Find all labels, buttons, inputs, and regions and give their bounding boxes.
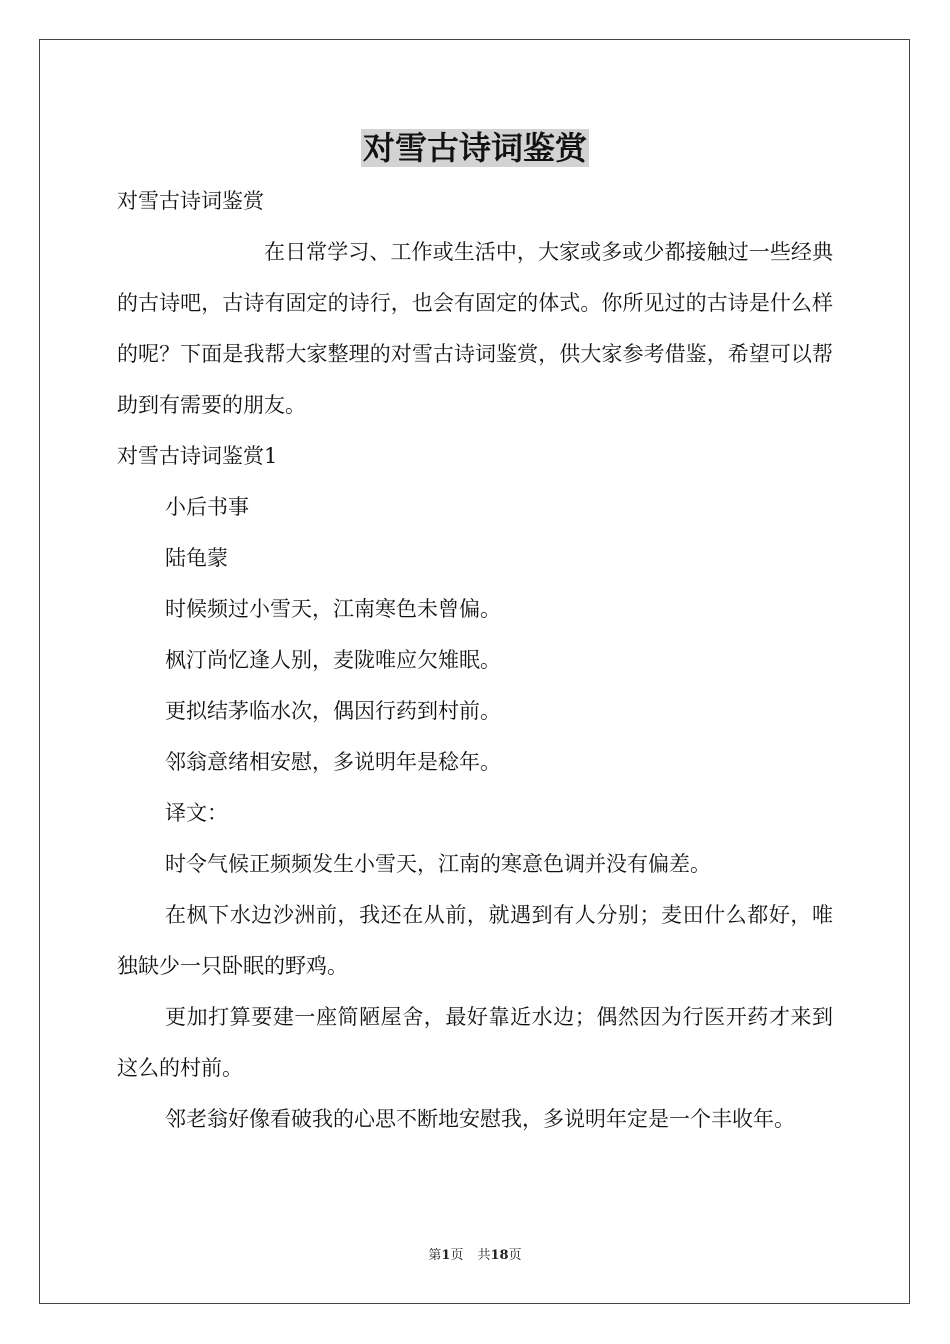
poem-line: 枫汀尚忆逢人别，麦陇唯应欠雉眠。 [165, 648, 501, 672]
document-title-text: 对雪古诗词鉴赏 [362, 129, 587, 167]
translation-paragraph: 在枫下水边沙洲前，我还在从前，就遇到有人分别；麦田什么都好，唯独缺少一只卧眠的野鸡。 [117, 903, 833, 978]
page-footer [0, 1247, 950, 1265]
translation-paragraph: 时令气候正频频发生小雪天，江南的寒意色调并没有偏差。 [165, 852, 711, 876]
translation-paragraph: 更加打算要建一座简陋屋舍，最好靠近水边；偶然因为行医开药才来到这么的村前。 [117, 1005, 833, 1080]
page-number: 1 [441, 1248, 451, 1263]
document-subtitle: 对雪古诗词鉴赏 [117, 189, 264, 213]
page-suffix: 页 [450, 1248, 464, 1263]
intro-paragraph: 在日常学习、工作或生活中，大家或多或少都接触过一些经典的古诗吧，古诗有固定的诗行，也会有固定的体式。你所见过的古诗是什么样的呢？下面是我帮大家整理的对雪古诗词鉴赏，供大家参考借鉴，希望可以帮助到有需要的朋友。 [117, 240, 833, 417]
translation-paragraph: 邻老翁好像看破我的心思不断地安慰我，多说明年定是一个丰收年。 [165, 1107, 795, 1131]
poem-line: 邻翁意绪相安慰，多说明年是稔年。 [165, 750, 501, 774]
poem-line: 更拟结茅临水次，偶因行药到村前。 [165, 699, 501, 723]
document-title [0, 126, 950, 170]
total-pages: 18 [490, 1248, 509, 1263]
total-prefix: 共 [477, 1248, 491, 1263]
translation-label: 译文： [165, 801, 228, 825]
poem-author: 陆龟蒙 [165, 546, 228, 570]
page-prefix: 第 [428, 1248, 442, 1263]
poem-title: 小后书事 [165, 495, 249, 519]
document-body [117, 176, 833, 1145]
poem-line: 时候频过小雪天，江南寒色未曾偏。 [165, 597, 501, 621]
total-suffix: 页 [508, 1248, 522, 1263]
section-heading: 对雪古诗词鉴赏1 [117, 444, 278, 468]
